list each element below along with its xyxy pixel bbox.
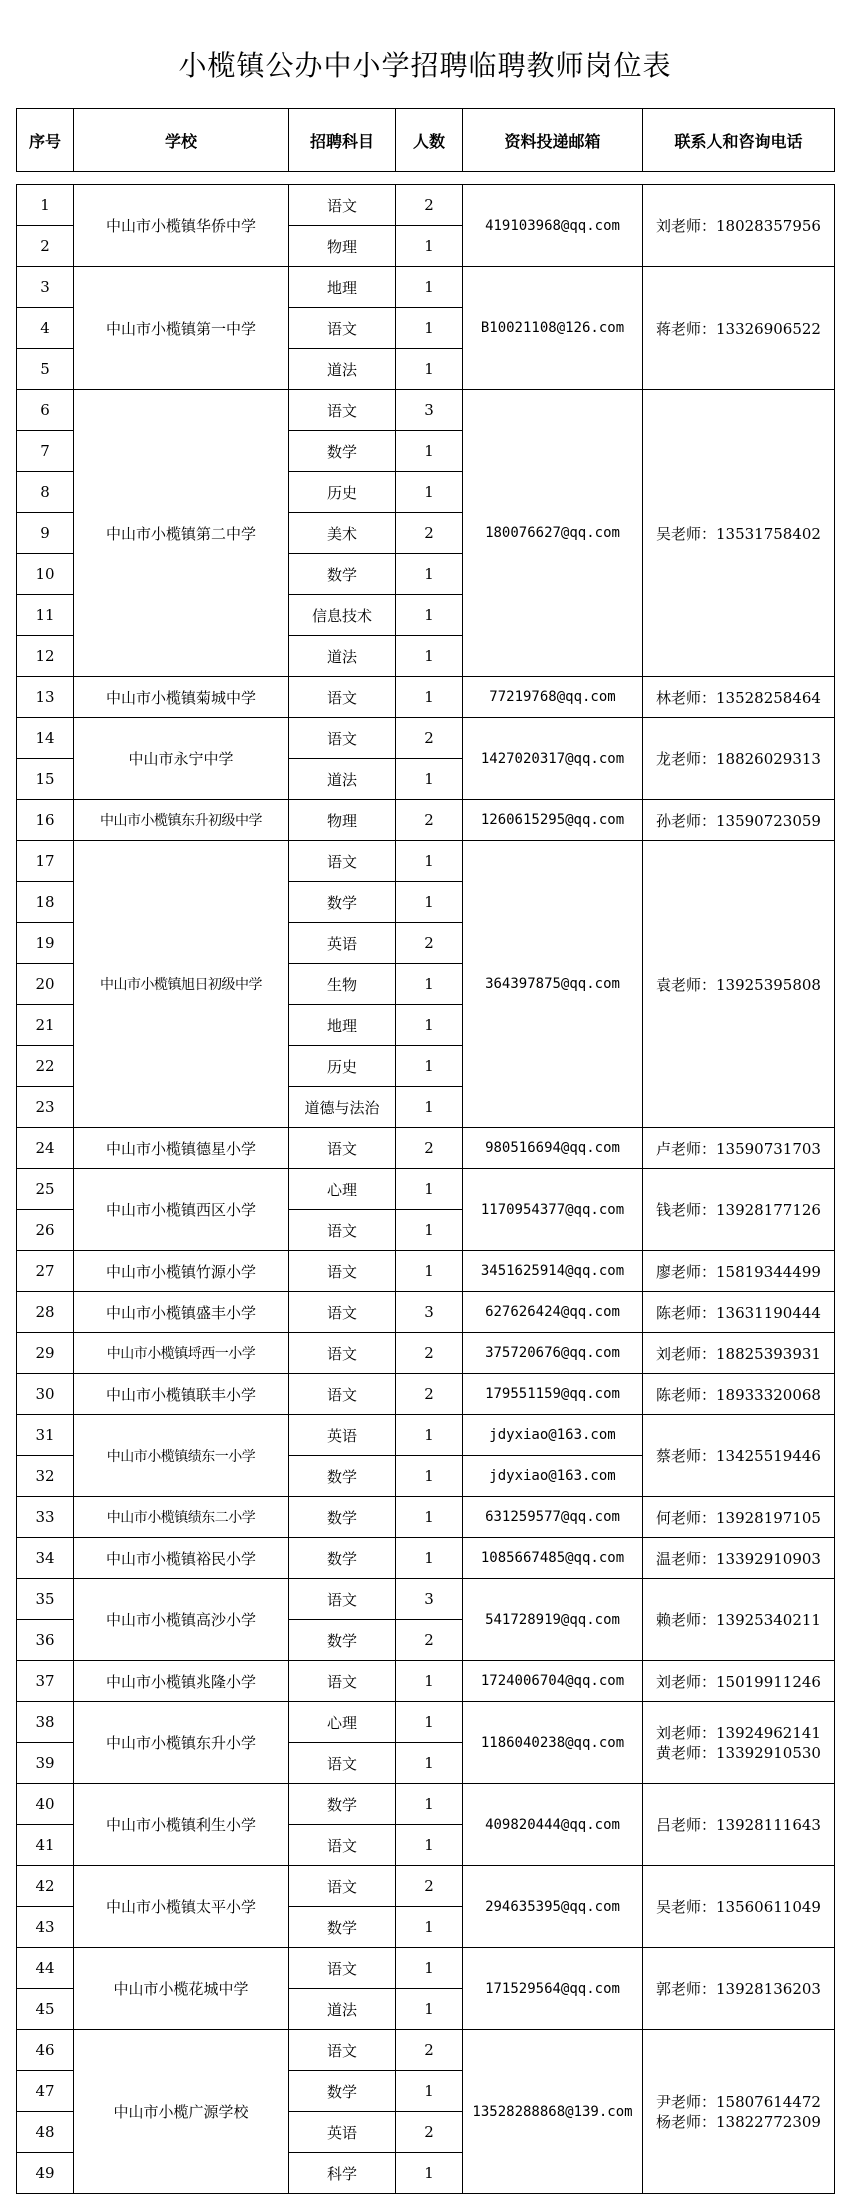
email: 364397875@qq.com — [463, 841, 643, 1128]
contact: 龙老师：18826029313 — [643, 718, 835, 800]
table-row — [17, 800, 835, 841]
subject: 语文 — [289, 1579, 396, 1620]
headcount: 2 — [396, 185, 463, 226]
contact: 刘老师：15019911246 — [643, 1661, 835, 1702]
subject: 语文 — [289, 718, 396, 759]
contact: 陈老师：13631190444 — [643, 1292, 835, 1333]
header-count: 人数 — [396, 109, 463, 172]
row-index: 42 — [17, 1866, 74, 1907]
row-index: 23 — [17, 1087, 74, 1128]
subject: 英语 — [289, 2112, 396, 2153]
email: 1427020317@qq.com — [463, 718, 643, 800]
subject: 语文 — [289, 841, 396, 882]
contact — [643, 1702, 835, 1784]
subject: 物理 — [289, 800, 396, 841]
subject: 数学 — [289, 1784, 396, 1825]
contact-line: 黄老师：13392910530 — [656, 1743, 821, 1762]
row-index: 40 — [17, 1784, 74, 1825]
headcount: 2 — [396, 2030, 463, 2071]
subject: 数学 — [289, 1620, 396, 1661]
subject: 物理 — [289, 226, 396, 267]
contact: 赖老师：13925340211 — [643, 1579, 835, 1661]
subject: 语文 — [289, 677, 396, 718]
headcount: 1 — [396, 1497, 463, 1538]
school-name: 中山市小榄镇盛丰小学 — [74, 1292, 289, 1333]
email: 171529564@qq.com — [463, 1948, 643, 2030]
headcount: 1 — [396, 1251, 463, 1292]
headcount: 1 — [396, 1415, 463, 1456]
email: 1085667485@qq.com — [463, 1538, 643, 1579]
subject: 科学 — [289, 2153, 396, 2194]
school-name: 中山市小榄镇利生小学 — [74, 1784, 289, 1866]
school-name: 中山市小榄镇绩东一小学 — [74, 1415, 289, 1497]
subject: 语文 — [289, 1866, 396, 1907]
contact: 郭老师：13928136203 — [643, 1948, 835, 2030]
school-name: 中山市小榄镇太平小学 — [74, 1866, 289, 1948]
headcount: 1 — [396, 1743, 463, 1784]
row-index: 5 — [17, 349, 74, 390]
table-row — [17, 1948, 835, 1989]
subject: 历史 — [289, 1046, 396, 1087]
contact-line: 尹老师：15807614472 — [656, 2092, 821, 2111]
row-index: 13 — [17, 677, 74, 718]
subject: 历史 — [289, 472, 396, 513]
headcount: 1 — [396, 841, 463, 882]
school-name: 中山市小榄花城中学 — [74, 1948, 289, 2030]
subject: 语文 — [289, 2030, 396, 2071]
row-index: 26 — [17, 1210, 74, 1251]
email: 980516694@qq.com — [463, 1128, 643, 1169]
contact-line: 杨老师：13822772309 — [656, 2112, 821, 2131]
row-index: 20 — [17, 964, 74, 1005]
table-row — [17, 1784, 835, 1825]
email: 375720676@qq.com — [463, 1333, 643, 1374]
email: 77219768@qq.com — [463, 677, 643, 718]
page-title: 小榄镇公办中小学招聘临聘教师岗位表 — [178, 49, 672, 82]
row-index: 46 — [17, 2030, 74, 2071]
headcount: 1 — [396, 1661, 463, 1702]
email: jdyxiao@163.com — [463, 1456, 643, 1497]
row-index: 49 — [17, 2153, 74, 2194]
table-row — [17, 1128, 835, 1169]
school-name: 中山市小榄广源学校 — [74, 2030, 289, 2194]
subject: 道法 — [289, 1989, 396, 2030]
row-index: 8 — [17, 472, 74, 513]
row-index: 34 — [17, 1538, 74, 1579]
row-index: 30 — [17, 1374, 74, 1415]
headcount: 2 — [396, 2112, 463, 2153]
subject: 地理 — [289, 267, 396, 308]
row-index: 33 — [17, 1497, 74, 1538]
contact: 吕老师：13928111643 — [643, 1784, 835, 1866]
subject: 道法 — [289, 636, 396, 677]
table-row — [17, 1702, 835, 1743]
headcount: 3 — [396, 390, 463, 431]
school-name: 中山市小榄镇高沙小学 — [74, 1579, 289, 1661]
recruitment-table — [16, 108, 835, 2194]
subject: 语文 — [289, 1374, 396, 1415]
school-name: 中山市小榄镇埒西一小学 — [74, 1333, 289, 1374]
row-index: 19 — [17, 923, 74, 964]
school-name: 中山市永宁中学 — [74, 718, 289, 800]
table-row — [17, 2030, 835, 2071]
contact-line: 刘老师：13924962141 — [656, 1723, 821, 1742]
subject: 心理 — [289, 1702, 396, 1743]
headcount: 1 — [396, 2071, 463, 2112]
row-index: 2 — [17, 226, 74, 267]
headcount: 2 — [396, 1620, 463, 1661]
email: 631259577@qq.com — [463, 1497, 643, 1538]
row-index: 44 — [17, 1948, 74, 1989]
row-index: 38 — [17, 1702, 74, 1743]
contact: 袁老师：13925395808 — [643, 841, 835, 1128]
headcount: 1 — [396, 1907, 463, 1948]
headcount: 1 — [396, 349, 463, 390]
subject: 英语 — [289, 923, 396, 964]
headcount: 2 — [396, 923, 463, 964]
headcount: 1 — [396, 1456, 463, 1497]
row-index: 37 — [17, 1661, 74, 1702]
email: 180076627@qq.com — [463, 390, 643, 677]
contact: 蒋老师：13326906522 — [643, 267, 835, 390]
table-row — [17, 1333, 835, 1374]
table-row — [17, 390, 835, 431]
subject: 语文 — [289, 1210, 396, 1251]
subject: 语文 — [289, 390, 396, 431]
row-index: 22 — [17, 1046, 74, 1087]
header-contact: 联系人和咨询电话 — [643, 109, 835, 172]
row-index: 25 — [17, 1169, 74, 1210]
school-name: 中山市小榄镇东升小学 — [74, 1702, 289, 1784]
header-row — [17, 109, 835, 172]
row-index: 17 — [17, 841, 74, 882]
row-index: 28 — [17, 1292, 74, 1333]
email: B10021108@126.com — [463, 267, 643, 390]
school-name: 中山市小榄镇西区小学 — [74, 1169, 289, 1251]
email: 541728919@qq.com — [463, 1579, 643, 1661]
email: 1724006704@qq.com — [463, 1661, 643, 1702]
headcount: 1 — [396, 1948, 463, 1989]
table-row — [17, 677, 835, 718]
subject: 生物 — [289, 964, 396, 1005]
headcount: 1 — [396, 1538, 463, 1579]
header-school: 学校 — [74, 109, 289, 172]
contact: 刘老师：18825393931 — [643, 1333, 835, 1374]
row-index: 21 — [17, 1005, 74, 1046]
subject: 数学 — [289, 2071, 396, 2112]
email: 179551159@qq.com — [463, 1374, 643, 1415]
headcount: 1 — [396, 677, 463, 718]
school-name: 中山市小榄镇旭日初级中学 — [74, 841, 289, 1128]
email: 294635395@qq.com — [463, 1866, 643, 1948]
row-index: 10 — [17, 554, 74, 595]
row-index: 32 — [17, 1456, 74, 1497]
subject: 语文 — [289, 1292, 396, 1333]
subject: 数学 — [289, 1538, 396, 1579]
table-row — [17, 1374, 835, 1415]
headcount: 1 — [396, 554, 463, 595]
headcount: 1 — [396, 431, 463, 472]
contact: 钱老师：13928177126 — [643, 1169, 835, 1251]
row-index: 41 — [17, 1825, 74, 1866]
headcount: 1 — [396, 226, 463, 267]
school-name: 中山市小榄镇裕民小学 — [74, 1538, 289, 1579]
headcount: 3 — [396, 1579, 463, 1620]
row-index: 3 — [17, 267, 74, 308]
contact: 林老师：13528258464 — [643, 677, 835, 718]
row-index: 4 — [17, 308, 74, 349]
subject: 语文 — [289, 185, 396, 226]
headcount: 2 — [396, 1128, 463, 1169]
contact: 何老师：13928197105 — [643, 1497, 835, 1538]
subject: 数学 — [289, 431, 396, 472]
subject: 数学 — [289, 1456, 396, 1497]
row-index: 29 — [17, 1333, 74, 1374]
subject: 道法 — [289, 349, 396, 390]
table-row — [17, 1866, 835, 1907]
subject: 语文 — [289, 308, 396, 349]
headcount: 2 — [396, 1866, 463, 1907]
subject: 语文 — [289, 1948, 396, 1989]
subject: 心理 — [289, 1169, 396, 1210]
email: 3451625914@qq.com — [463, 1251, 643, 1292]
subject: 英语 — [289, 1415, 396, 1456]
table-row — [17, 1169, 835, 1210]
table-row — [17, 1579, 835, 1620]
subject: 数学 — [289, 554, 396, 595]
subject: 地理 — [289, 1005, 396, 1046]
email: 409820444@qq.com — [463, 1784, 643, 1866]
contact: 吴老师：13560611049 — [643, 1866, 835, 1948]
contact: 陈老师：18933320068 — [643, 1374, 835, 1415]
email: 1260615295@qq.com — [463, 800, 643, 841]
headcount: 1 — [396, 882, 463, 923]
contact: 刘老师：18028357956 — [643, 185, 835, 267]
headcount: 1 — [396, 472, 463, 513]
table-row — [17, 718, 835, 759]
headcount: 1 — [396, 308, 463, 349]
headcount: 1 — [396, 1784, 463, 1825]
row-index: 31 — [17, 1415, 74, 1456]
row-index: 14 — [17, 718, 74, 759]
headcount: 1 — [396, 964, 463, 1005]
row-index: 35 — [17, 1579, 74, 1620]
table-row — [17, 1497, 835, 1538]
row-index: 7 — [17, 431, 74, 472]
contact: 廖老师：15819344499 — [643, 1251, 835, 1292]
header-subject: 招聘科目 — [289, 109, 396, 172]
headcount: 1 — [396, 2153, 463, 2194]
contact: 孙老师：13590723059 — [643, 800, 835, 841]
headcount: 3 — [396, 1292, 463, 1333]
email: 1170954377@qq.com — [463, 1169, 643, 1251]
headcount: 1 — [396, 267, 463, 308]
table-row — [17, 1415, 835, 1456]
row-index: 18 — [17, 882, 74, 923]
headcount: 1 — [396, 1989, 463, 2030]
school-name: 中山市小榄镇第二中学 — [74, 390, 289, 677]
subject: 数学 — [289, 882, 396, 923]
subject: 语文 — [289, 1333, 396, 1374]
school-name: 中山市小榄镇德星小学 — [74, 1128, 289, 1169]
row-index: 11 — [17, 595, 74, 636]
subject: 道德与法治 — [289, 1087, 396, 1128]
subject: 语文 — [289, 1825, 396, 1866]
contact — [643, 2030, 835, 2194]
row-index: 27 — [17, 1251, 74, 1292]
school-name: 中山市小榄镇竹源小学 — [74, 1251, 289, 1292]
headcount: 1 — [396, 1169, 463, 1210]
table-row — [17, 267, 835, 308]
table-row — [17, 1292, 835, 1333]
school-name: 中山市小榄镇兆隆小学 — [74, 1661, 289, 1702]
email: 1186040238@qq.com — [463, 1702, 643, 1784]
table-row — [17, 841, 835, 882]
school-name: 中山市小榄镇华侨中学 — [74, 185, 289, 267]
headcount: 2 — [396, 1333, 463, 1374]
headcount: 1 — [396, 595, 463, 636]
subject: 数学 — [289, 1497, 396, 1538]
row-index: 1 — [17, 185, 74, 226]
headcount: 1 — [396, 1087, 463, 1128]
row-index: 16 — [17, 800, 74, 841]
subject: 语文 — [289, 1128, 396, 1169]
subject: 语文 — [289, 1661, 396, 1702]
contact: 蔡老师：13425519446 — [643, 1415, 835, 1497]
school-name: 中山市小榄镇绩东二小学 — [74, 1497, 289, 1538]
row-index: 9 — [17, 513, 74, 554]
table-row — [17, 1251, 835, 1292]
headcount: 1 — [396, 1005, 463, 1046]
subject: 数学 — [289, 1907, 396, 1948]
headcount: 2 — [396, 513, 463, 554]
table-row — [17, 1661, 835, 1702]
row-index: 12 — [17, 636, 74, 677]
contact: 卢老师：13590731703 — [643, 1128, 835, 1169]
row-index: 36 — [17, 1620, 74, 1661]
contact: 温老师：13392910903 — [643, 1538, 835, 1579]
email: 419103968@qq.com — [463, 185, 643, 267]
row-index: 24 — [17, 1128, 74, 1169]
row-index: 39 — [17, 1743, 74, 1784]
headcount: 1 — [396, 636, 463, 677]
subject: 语文 — [289, 1743, 396, 1784]
headcount: 1 — [396, 759, 463, 800]
subject: 语文 — [289, 1251, 396, 1292]
row-index: 6 — [17, 390, 74, 431]
headcount: 1 — [396, 1046, 463, 1087]
email: 627626424@qq.com — [463, 1292, 643, 1333]
school-name: 中山市小榄镇联丰小学 — [74, 1374, 289, 1415]
row-index: 48 — [17, 2112, 74, 2153]
subject: 信息技术 — [289, 595, 396, 636]
headcount: 1 — [396, 1210, 463, 1251]
row-index: 43 — [17, 1907, 74, 1948]
row-index: 15 — [17, 759, 74, 800]
header-gap — [17, 172, 835, 185]
headcount: 2 — [396, 718, 463, 759]
contact: 吴老师：13531758402 — [643, 390, 835, 677]
row-index: 45 — [17, 1989, 74, 2030]
school-name: 中山市小榄镇东升初级中学 — [74, 800, 289, 841]
email: 13528288868@139.com — [463, 2030, 643, 2194]
subject: 道法 — [289, 759, 396, 800]
email: jdyxiao@163.com — [463, 1415, 643, 1456]
school-name: 中山市小榄镇第一中学 — [74, 267, 289, 390]
table-row — [17, 185, 835, 226]
headcount: 2 — [396, 1374, 463, 1415]
subject: 美术 — [289, 513, 396, 554]
row-index: 47 — [17, 2071, 74, 2112]
table-body — [17, 185, 835, 2194]
headcount: 1 — [396, 1825, 463, 1866]
table-row — [17, 1538, 835, 1579]
header-email: 资料投递邮箱 — [463, 109, 643, 172]
headcount: 2 — [396, 800, 463, 841]
school-name: 中山市小榄镇菊城中学 — [74, 677, 289, 718]
headcount: 1 — [396, 1702, 463, 1743]
header-index: 序号 — [17, 109, 74, 172]
